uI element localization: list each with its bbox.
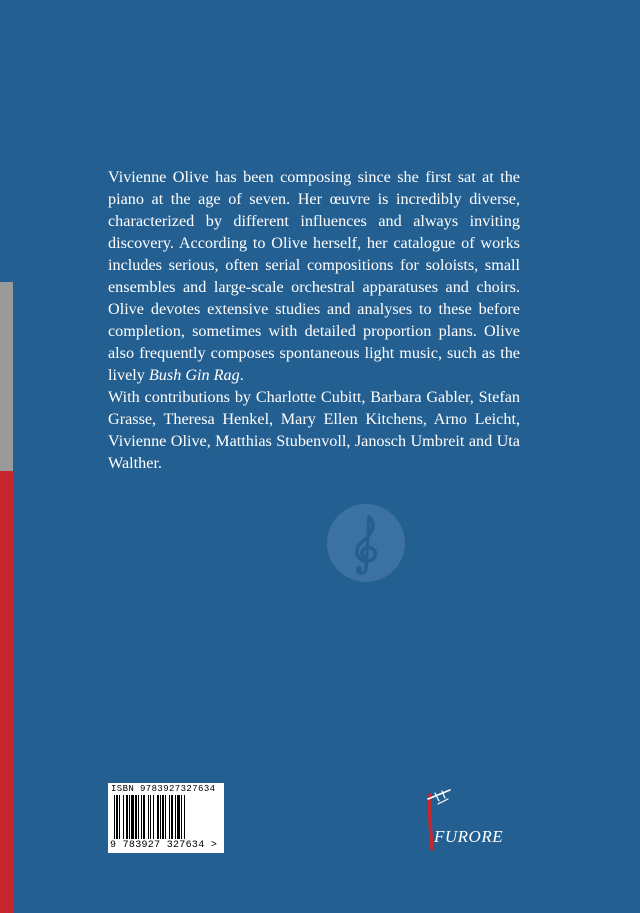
blurb-text: Vivienne Olive has been composing since she first sat at the piano at the age of seven. Her œuvre is incredibly diverse, characterized by different influences and always inviting discovery. According to Olive herself, her catalogue of works includes serious, often serial compositions for soloists, small ensembles and large-scale orchestral apparatuses and choirs. Olive devotes extensive studies and analyses to these before completion, sometimes with detailed proportion plans. Olive also frequently composes spontaneous light music, such as the lively	[108, 168, 520, 384]
publisher-name: FURORE	[434, 827, 504, 846]
barcode-bar	[126, 795, 128, 839]
barcode-bar	[171, 795, 173, 839]
barcode-bar	[131, 795, 134, 839]
barcode-bar	[141, 795, 142, 839]
barcode-bar	[177, 795, 180, 839]
barcode-bar	[116, 795, 118, 839]
spine-stripe-gray	[0, 282, 13, 471]
barcode-bar	[165, 795, 166, 839]
barcode-bar	[129, 795, 130, 839]
work-title: Bush Gin Rag	[148, 366, 240, 384]
barcode-bar	[162, 795, 164, 839]
isbn-label: ISBN 9783927327634	[111, 784, 216, 794]
barcode-bar	[157, 795, 159, 839]
barcode-bar	[184, 795, 185, 839]
barcode-bar	[114, 795, 115, 839]
barcode-bar	[135, 795, 137, 839]
barcode-bar	[138, 795, 139, 839]
blurb-paragraph-description	[108, 166, 520, 386]
barcode-bar	[175, 795, 176, 839]
barcode-bar	[169, 795, 170, 839]
barcode-bar	[153, 795, 154, 839]
barcode-bar	[143, 795, 145, 839]
barcode-digits: 9 783927 327634 >	[110, 840, 218, 851]
barcode-bar	[160, 795, 161, 839]
barcode-bar	[150, 795, 151, 839]
blurb-period: .	[239, 366, 244, 384]
treble-clef-icon	[326, 503, 406, 583]
barcode-bar	[119, 795, 120, 839]
barcode-bar	[181, 795, 182, 839]
blurb-paragraph-contributors: With contributions by Charlotte Cubitt, Barbara Gabler, Stefan Grasse, Theresa Henkel, Mary Ellen Kitchens, Arno Leicht, Vivienne Olive, Matthias Stubenvoll, Janosch Umbreit and Uta Walther.	[108, 388, 520, 472]
barcode-bar	[123, 795, 124, 839]
spine-stripe-red	[0, 471, 13, 913]
barcode-bar	[148, 795, 149, 839]
isbn-barcode	[108, 783, 224, 853]
back-cover-blurb	[108, 166, 520, 474]
barcode-bars	[114, 795, 218, 839]
